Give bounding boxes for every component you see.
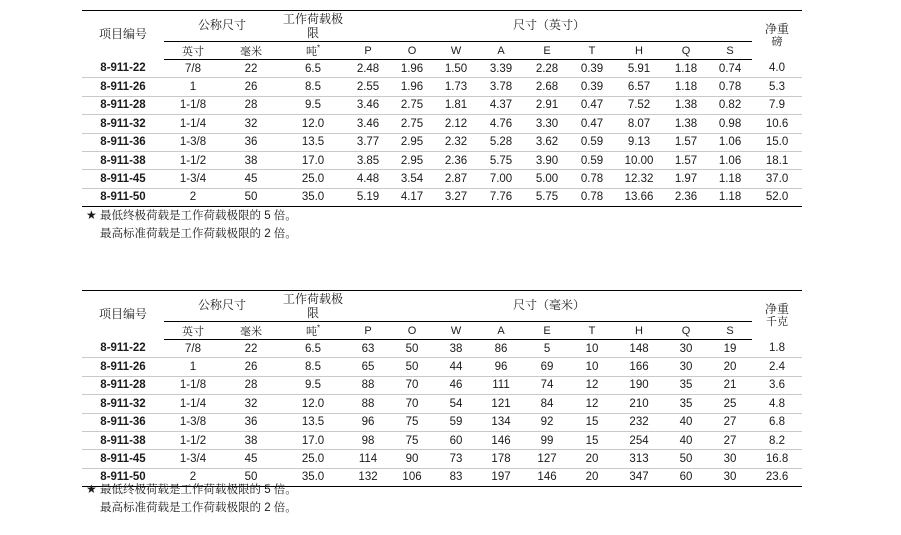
cell-o: 2.75: [390, 96, 434, 114]
cell-s: 0.74: [708, 60, 752, 78]
cell-t: 0.59: [570, 151, 614, 169]
note-text: 最高标准荷载是工作荷载极限的 2 倍。: [100, 501, 297, 514]
cell-w: 2.87: [434, 170, 478, 188]
cell-w: 59: [434, 413, 478, 431]
cell-p: 3.77: [346, 133, 390, 151]
cell-q: 30: [664, 340, 708, 358]
imperial-spec-table: [82, 10, 802, 207]
cell-h: 190: [614, 376, 664, 394]
header-dim-w: W: [434, 42, 478, 60]
cell-o: 2.95: [390, 151, 434, 169]
header-dim-a: A: [478, 322, 524, 340]
cell-p: 65: [346, 358, 390, 376]
imperial-notes: [86, 206, 297, 244]
cell-q: 40: [664, 413, 708, 431]
metric-notes: [86, 480, 297, 518]
cell-weight: 37.0: [752, 170, 802, 188]
note-line-1: [86, 206, 297, 226]
cell-e: 99: [524, 431, 570, 449]
cell-inch: 2: [164, 468, 222, 486]
cell-mm: 36: [222, 133, 280, 151]
cell-s: 1.06: [708, 151, 752, 169]
note-line-2: [86, 500, 297, 518]
cell-code: 8-911-45: [82, 450, 164, 468]
cell-e: 84: [524, 395, 570, 413]
cell-p: 4.48: [346, 170, 390, 188]
cell-weight: 8.2: [752, 431, 802, 449]
header-dimensions: 尺寸（毫米）: [346, 291, 752, 322]
cell-o: 3.54: [390, 170, 434, 188]
table-row: [82, 133, 802, 151]
header-dim-e: E: [524, 322, 570, 340]
cell-weight: 3.6: [752, 376, 802, 394]
cell-ton: 12.0: [280, 395, 346, 413]
cell-mm: 22: [222, 60, 280, 78]
cell-q: 1.18: [664, 78, 708, 96]
table-header-top-row: [82, 291, 802, 322]
cell-a: 178: [478, 450, 524, 468]
header-dim-t: T: [570, 322, 614, 340]
cell-code: 8-911-36: [82, 413, 164, 431]
cell-mm: 38: [222, 431, 280, 449]
cell-t: 0.47: [570, 115, 614, 133]
cell-q: 60: [664, 468, 708, 486]
cell-e: 92: [524, 413, 570, 431]
cell-o: 2.75: [390, 115, 434, 133]
cell-mm: 45: [222, 450, 280, 468]
cell-code: 8-911-32: [82, 395, 164, 413]
cell-q: 1.18: [664, 60, 708, 78]
header-nominal-size: 公称尺寸: [164, 11, 280, 42]
cell-h: 8.07: [614, 115, 664, 133]
cell-o: 1.96: [390, 60, 434, 78]
cell-weight: 15.0: [752, 133, 802, 151]
cell-s: 20: [708, 358, 752, 376]
cell-h: 347: [614, 468, 664, 486]
cell-q: 1.57: [664, 133, 708, 151]
table-row: [82, 450, 802, 468]
cell-a: 5.28: [478, 133, 524, 151]
cell-ton: 17.0: [280, 431, 346, 449]
cell-t: 12: [570, 395, 614, 413]
header-dim-e: E: [524, 42, 570, 60]
cell-weight: 1.8: [752, 340, 802, 358]
cell-weight: 18.1: [752, 151, 802, 169]
table-row: [82, 358, 802, 376]
cell-inch: 1-1/2: [164, 431, 222, 449]
header-dimensions: 尺寸（英寸）: [346, 11, 752, 42]
cell-h: 6.57: [614, 78, 664, 96]
cell-q: 35: [664, 376, 708, 394]
cell-weight: 6.8: [752, 413, 802, 431]
cell-p: 96: [346, 413, 390, 431]
cell-e: 2.68: [524, 78, 570, 96]
cell-code: 8-911-22: [82, 60, 164, 78]
imperial-table-block: [82, 10, 802, 207]
cell-q: 50: [664, 450, 708, 468]
cell-s: 0.82: [708, 96, 752, 114]
cell-code: 8-911-32: [82, 115, 164, 133]
cell-w: 73: [434, 450, 478, 468]
star-icon: ★: [86, 208, 97, 222]
cell-e: 69: [524, 358, 570, 376]
cell-q: 30: [664, 358, 708, 376]
cell-s: 21: [708, 376, 752, 394]
cell-mm: 50: [222, 188, 280, 206]
cell-s: 0.78: [708, 78, 752, 96]
header-dim-q: Q: [664, 42, 708, 60]
cell-h: 210: [614, 395, 664, 413]
table-row: [82, 376, 802, 394]
header-dim-p: P: [346, 42, 390, 60]
cell-inch: 1-3/4: [164, 170, 222, 188]
cell-p: 88: [346, 395, 390, 413]
header-dim-s: S: [708, 42, 752, 60]
cell-ton: 25.0: [280, 170, 346, 188]
cell-code: 8-911-28: [82, 376, 164, 394]
cell-weight: 23.6: [752, 468, 802, 486]
note-text: 最高标准荷载是工作荷载极限的 2 倍。: [100, 227, 297, 240]
table-row: [82, 78, 802, 96]
metric-table-block: [82, 290, 802, 487]
cell-w: 2.12: [434, 115, 478, 133]
cell-a: 3.78: [478, 78, 524, 96]
cell-p: 132: [346, 468, 390, 486]
cell-weight: 4.0: [752, 60, 802, 78]
cell-h: 12.32: [614, 170, 664, 188]
cell-a: 7.00: [478, 170, 524, 188]
header-unit-mm: 毫米: [222, 322, 280, 340]
cell-p: 5.19: [346, 188, 390, 206]
cell-mm: 50: [222, 468, 280, 486]
note-text: 最低终极荷载是工作荷载极限的 5 倍。: [100, 484, 297, 496]
cell-ton: 8.5: [280, 358, 346, 376]
cell-q: 1.57: [664, 151, 708, 169]
cell-code: 8-911-50: [82, 468, 164, 486]
cell-inch: 1-3/8: [164, 133, 222, 151]
cell-p: 2.48: [346, 60, 390, 78]
cell-t: 15: [570, 431, 614, 449]
cell-p: 3.46: [346, 96, 390, 114]
cell-w: 54: [434, 395, 478, 413]
cell-s: 25: [708, 395, 752, 413]
cell-inch: 1-1/8: [164, 376, 222, 394]
cell-ton: 35.0: [280, 188, 346, 206]
cell-q: 1.97: [664, 170, 708, 188]
table-header-sub-row: [82, 322, 802, 340]
metric-spec-table: [82, 290, 802, 487]
cell-ton: 6.5: [280, 60, 346, 78]
cell-o: 70: [390, 395, 434, 413]
header-nominal-size: 公称尺寸: [164, 291, 280, 322]
cell-w: 2.32: [434, 133, 478, 151]
cell-t: 12: [570, 376, 614, 394]
cell-code: 8-911-38: [82, 431, 164, 449]
cell-p: 88: [346, 376, 390, 394]
cell-p: 3.46: [346, 115, 390, 133]
cell-w: 1.73: [434, 78, 478, 96]
header-dim-a: A: [478, 42, 524, 60]
ton-footnote-marker: *: [316, 42, 321, 52]
cell-s: 27: [708, 413, 752, 431]
table-header-sub-row: [82, 42, 802, 60]
cell-w: 38: [434, 340, 478, 358]
cell-inch: 2: [164, 188, 222, 206]
cell-s: 30: [708, 468, 752, 486]
cell-h: 10.00: [614, 151, 664, 169]
cell-t: 20: [570, 468, 614, 486]
cell-code: 8-911-26: [82, 78, 164, 96]
cell-p: 98: [346, 431, 390, 449]
cell-inch: 1: [164, 78, 222, 96]
cell-t: 10: [570, 358, 614, 376]
cell-code: 8-911-50: [82, 188, 164, 206]
cell-weight: 5.3: [752, 78, 802, 96]
header-dim-h: H: [614, 42, 664, 60]
note-line-1: [86, 480, 297, 500]
header-wll: 工作荷载极限: [280, 11, 346, 42]
cell-w: 3.27: [434, 188, 478, 206]
cell-o: 75: [390, 413, 434, 431]
header-dim-h: H: [614, 322, 664, 340]
table-header-top-row: [82, 11, 802, 42]
cell-e: 146: [524, 468, 570, 486]
cell-mm: 26: [222, 78, 280, 96]
cell-a: 197: [478, 468, 524, 486]
cell-t: 0.78: [570, 170, 614, 188]
header-unit-inch: 英寸: [164, 42, 222, 60]
note-text: 最低终极荷载是工作荷载极限的 5 倍。: [100, 210, 297, 222]
cell-ton: 8.5: [280, 78, 346, 96]
cell-p: 3.85: [346, 151, 390, 169]
cell-a: 86: [478, 340, 524, 358]
cell-e: 5: [524, 340, 570, 358]
header-dim-w: W: [434, 322, 478, 340]
cell-weight: 10.6: [752, 115, 802, 133]
cell-mm: 28: [222, 96, 280, 114]
cell-s: 1.06: [708, 133, 752, 151]
cell-s: 1.18: [708, 188, 752, 206]
cell-code: 8-911-26: [82, 358, 164, 376]
header-unit-mm: 毫米: [222, 42, 280, 60]
table-row: [82, 115, 802, 133]
cell-s: 30: [708, 450, 752, 468]
cell-a: 111: [478, 376, 524, 394]
note-line-2: [86, 226, 297, 244]
cell-mm: 28: [222, 376, 280, 394]
table-row: [82, 431, 802, 449]
cell-a: 121: [478, 395, 524, 413]
cell-h: 13.66: [614, 188, 664, 206]
cell-ton: 12.0: [280, 115, 346, 133]
cell-p: 2.55: [346, 78, 390, 96]
cell-p: 63: [346, 340, 390, 358]
header-dim-q: Q: [664, 322, 708, 340]
cell-s: 27: [708, 431, 752, 449]
cell-t: 0.59: [570, 133, 614, 151]
ton-footnote-marker: *: [316, 322, 321, 332]
cell-weight: 7.9: [752, 96, 802, 114]
cell-o: 4.17: [390, 188, 434, 206]
cell-o: 50: [390, 358, 434, 376]
cell-e: 74: [524, 376, 570, 394]
cell-inch: 1-3/4: [164, 450, 222, 468]
cell-p: 114: [346, 450, 390, 468]
cell-inch: 1-1/4: [164, 115, 222, 133]
cell-code: 8-911-38: [82, 151, 164, 169]
cell-e: 5.75: [524, 188, 570, 206]
cell-ton: 13.5: [280, 413, 346, 431]
cell-a: 134: [478, 413, 524, 431]
cell-a: 4.37: [478, 96, 524, 114]
cell-inch: 1-1/2: [164, 151, 222, 169]
cell-mm: 26: [222, 358, 280, 376]
cell-t: 10: [570, 340, 614, 358]
header-dim-s: S: [708, 322, 752, 340]
table-row: [82, 188, 802, 206]
cell-inch: 1: [164, 358, 222, 376]
cell-h: 7.52: [614, 96, 664, 114]
cell-t: 20: [570, 450, 614, 468]
star-icon: ★: [86, 482, 97, 496]
cell-t: 0.47: [570, 96, 614, 114]
table-row: [82, 413, 802, 431]
cell-o: 2.95: [390, 133, 434, 151]
cell-inch: 1-1/4: [164, 395, 222, 413]
cell-q: 35: [664, 395, 708, 413]
table-row: [82, 170, 802, 188]
cell-mm: 36: [222, 413, 280, 431]
cell-ton: 35.0: [280, 468, 346, 486]
cell-code: 8-911-45: [82, 170, 164, 188]
table-row: [82, 96, 802, 114]
cell-a: 96: [478, 358, 524, 376]
cell-s: 1.18: [708, 170, 752, 188]
cell-t: 0.39: [570, 60, 614, 78]
cell-o: 50: [390, 340, 434, 358]
header-net-weight: 净重 磅: [752, 11, 802, 60]
cell-w: 2.36: [434, 151, 478, 169]
header-unit-ton: 吨*: [280, 42, 346, 60]
imperial-table-body: [82, 60, 802, 207]
cell-q: 2.36: [664, 188, 708, 206]
cell-s: 0.98: [708, 115, 752, 133]
cell-t: 15: [570, 413, 614, 431]
cell-e: 3.90: [524, 151, 570, 169]
header-unit-inch: 英寸: [164, 322, 222, 340]
cell-o: 106: [390, 468, 434, 486]
cell-e: 3.62: [524, 133, 570, 151]
cell-h: 148: [614, 340, 664, 358]
cell-ton: 13.5: [280, 133, 346, 151]
cell-e: 2.91: [524, 96, 570, 114]
cell-code: 8-911-28: [82, 96, 164, 114]
cell-weight: 52.0: [752, 188, 802, 206]
cell-t: 0.39: [570, 78, 614, 96]
cell-a: 3.39: [478, 60, 524, 78]
cell-w: 1.81: [434, 96, 478, 114]
cell-weight: 2.4: [752, 358, 802, 376]
cell-inch: 7/8: [164, 60, 222, 78]
cell-e: 3.30: [524, 115, 570, 133]
header-item-no: 项目编号: [82, 291, 164, 340]
cell-inch: 7/8: [164, 340, 222, 358]
cell-mm: 38: [222, 151, 280, 169]
header-wll: 工作荷载极限: [280, 291, 346, 322]
cell-w: 60: [434, 431, 478, 449]
cell-ton: 9.5: [280, 376, 346, 394]
header-dim-o: O: [390, 42, 434, 60]
cell-inch: 1-1/8: [164, 96, 222, 114]
cell-inch: 1-3/8: [164, 413, 222, 431]
cell-a: 7.76: [478, 188, 524, 206]
cell-e: 127: [524, 450, 570, 468]
cell-code: 8-911-36: [82, 133, 164, 151]
cell-q: 1.38: [664, 115, 708, 133]
cell-q: 40: [664, 431, 708, 449]
cell-weight: 4.8: [752, 395, 802, 413]
cell-ton: 25.0: [280, 450, 346, 468]
cell-a: 5.75: [478, 151, 524, 169]
cell-h: 9.13: [614, 133, 664, 151]
cell-o: 90: [390, 450, 434, 468]
table-row: [82, 151, 802, 169]
cell-a: 146: [478, 431, 524, 449]
cell-w: 83: [434, 468, 478, 486]
cell-mm: 22: [222, 340, 280, 358]
cell-o: 1.96: [390, 78, 434, 96]
metric-table-body: [82, 340, 802, 487]
cell-e: 5.00: [524, 170, 570, 188]
cell-t: 0.78: [570, 188, 614, 206]
header-item-no: 项目编号: [82, 11, 164, 60]
table-row: [82, 60, 802, 78]
cell-mm: 32: [222, 115, 280, 133]
cell-s: 19: [708, 340, 752, 358]
cell-h: 254: [614, 431, 664, 449]
header-net-weight: 净重 千克: [752, 291, 802, 340]
cell-mm: 32: [222, 395, 280, 413]
header-unit-ton: 吨*: [280, 322, 346, 340]
cell-o: 70: [390, 376, 434, 394]
table-row: [82, 395, 802, 413]
cell-mm: 45: [222, 170, 280, 188]
cell-ton: 17.0: [280, 151, 346, 169]
cell-code: 8-911-22: [82, 340, 164, 358]
cell-e: 2.28: [524, 60, 570, 78]
cell-h: 166: [614, 358, 664, 376]
cell-w: 1.50: [434, 60, 478, 78]
cell-a: 4.76: [478, 115, 524, 133]
cell-q: 1.38: [664, 96, 708, 114]
table-row: [82, 340, 802, 358]
header-dim-p: P: [346, 322, 390, 340]
cell-h: 313: [614, 450, 664, 468]
header-dim-o: O: [390, 322, 434, 340]
cell-w: 44: [434, 358, 478, 376]
cell-h: 5.91: [614, 60, 664, 78]
cell-weight: 16.8: [752, 450, 802, 468]
cell-h: 232: [614, 413, 664, 431]
cell-o: 75: [390, 431, 434, 449]
header-dim-t: T: [570, 42, 614, 60]
cell-ton: 6.5: [280, 340, 346, 358]
cell-w: 46: [434, 376, 478, 394]
cell-ton: 9.5: [280, 96, 346, 114]
